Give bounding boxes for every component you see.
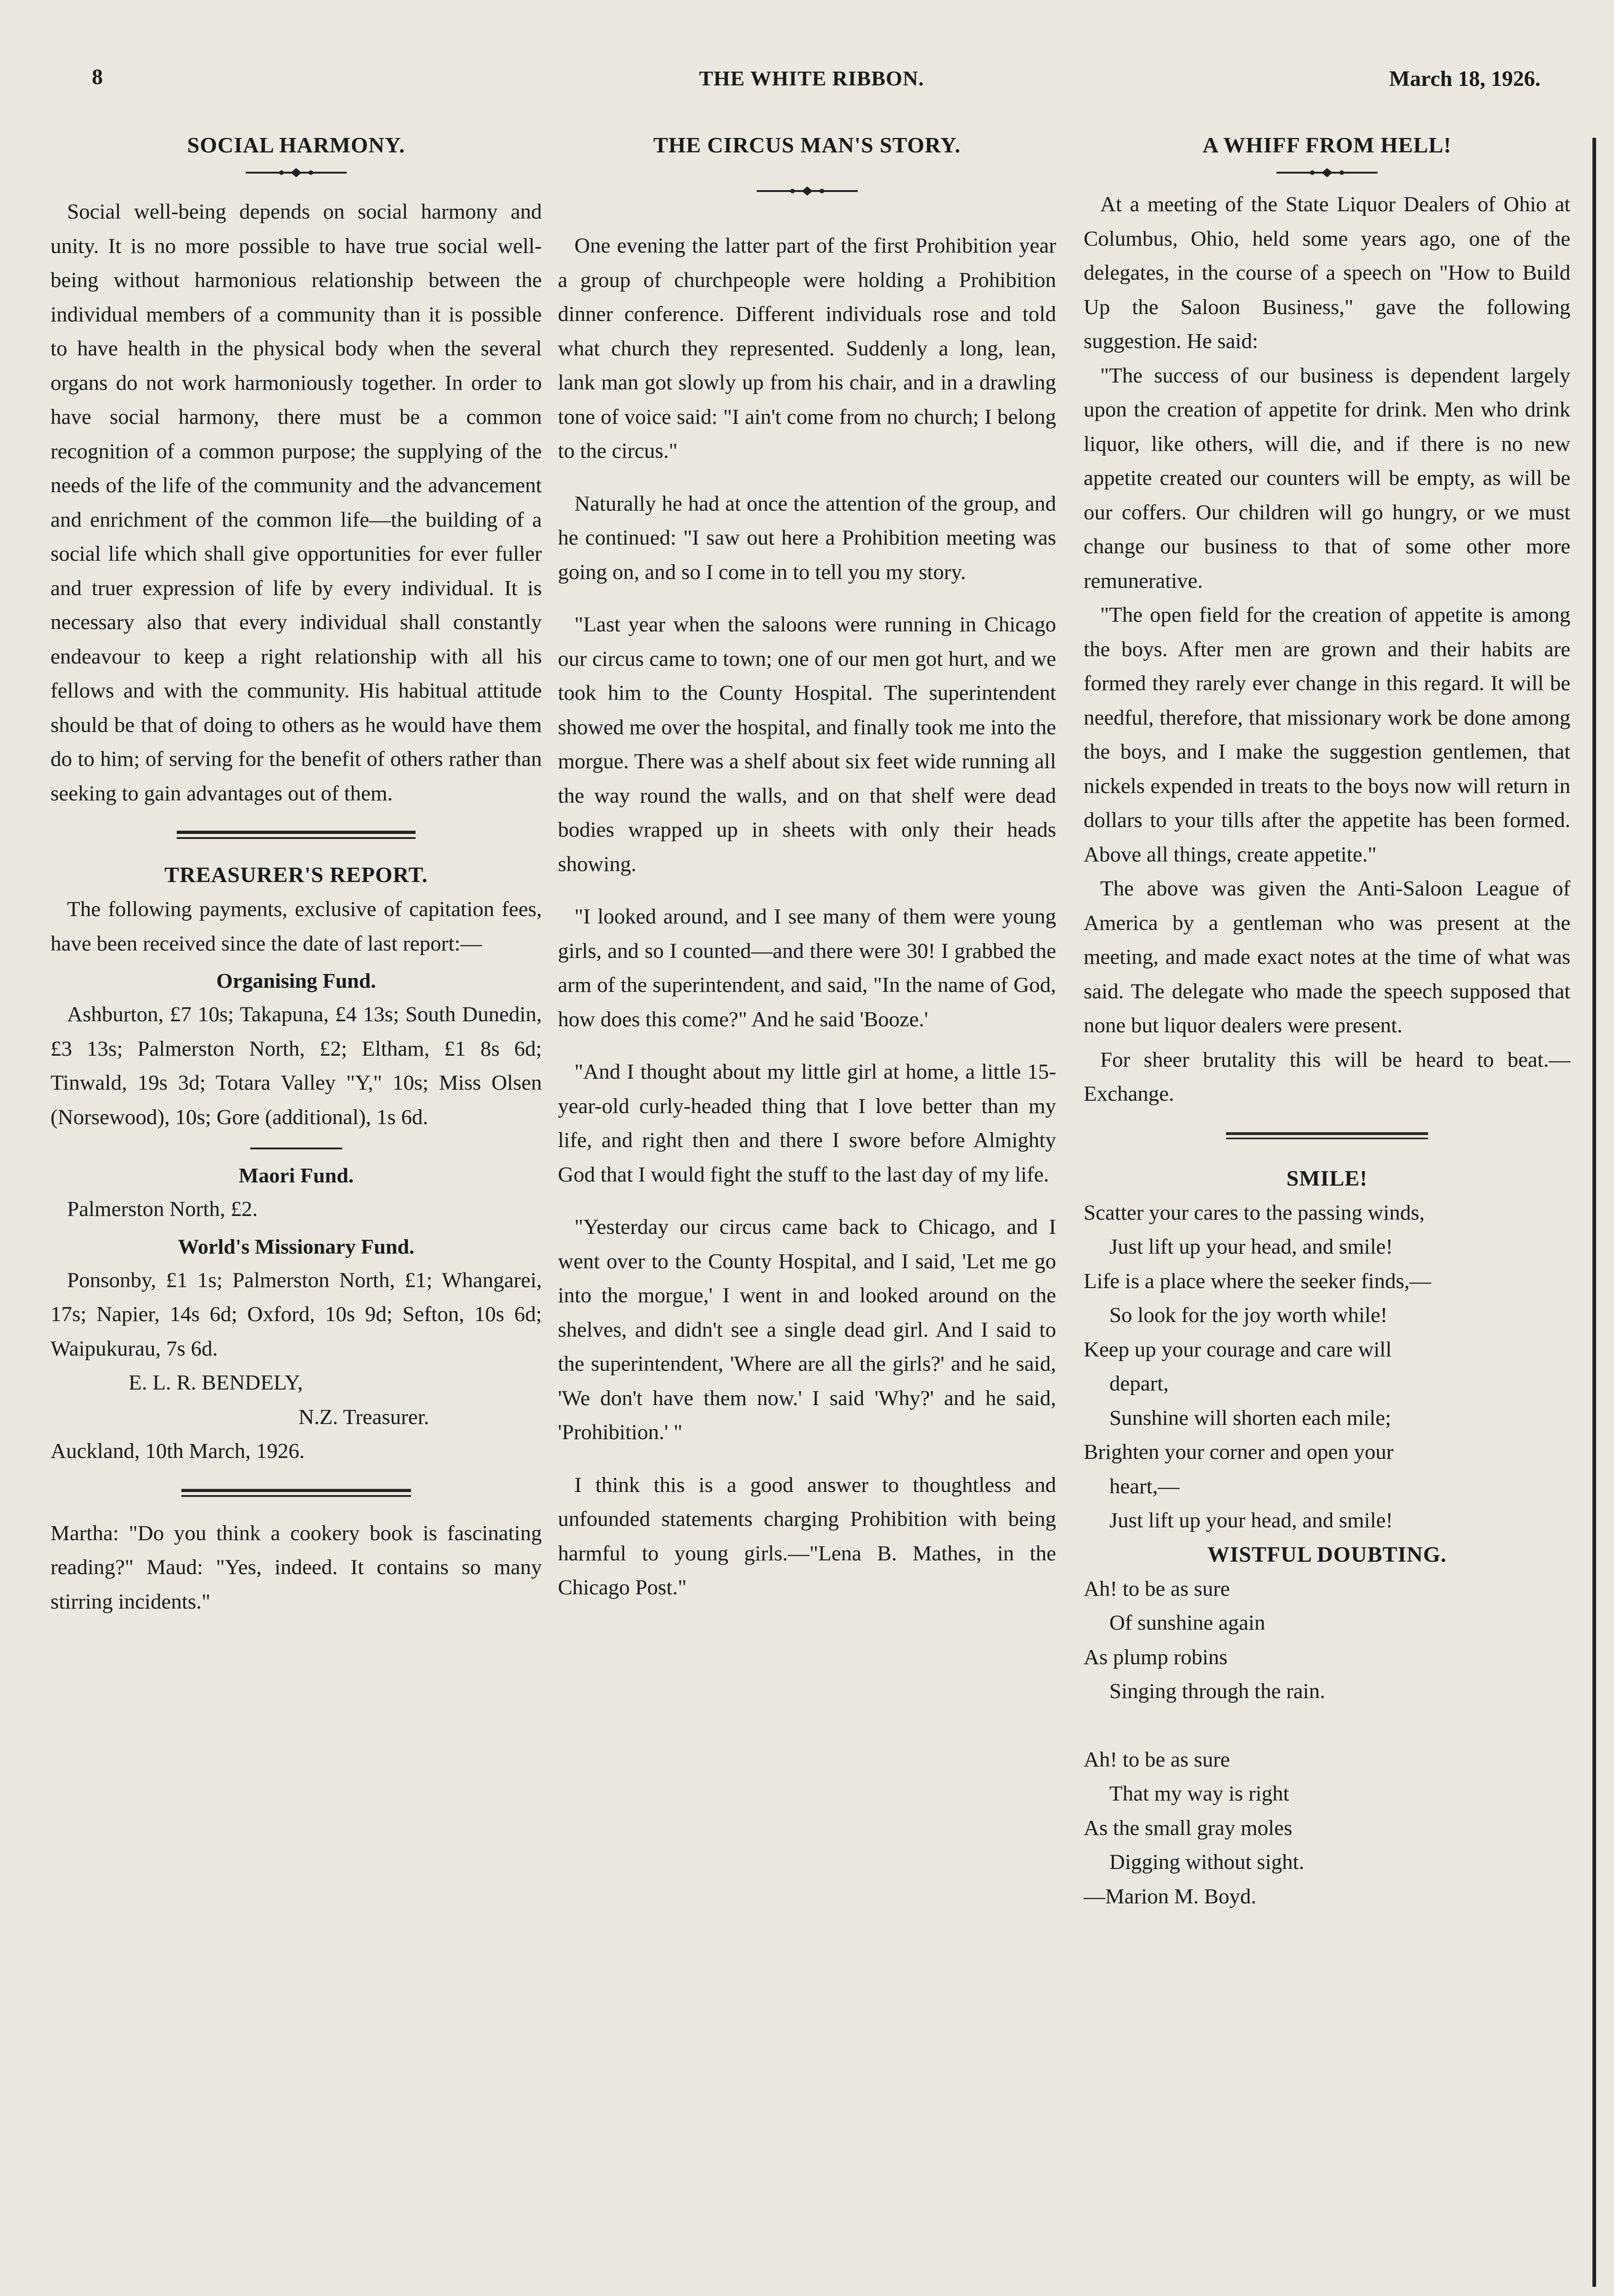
poem-line: Digging without sight. xyxy=(1109,1850,1305,1874)
poem-line: Just lift up your head, and smile! xyxy=(1109,1508,1393,1532)
poem-line: So look for the joy worth while! xyxy=(1109,1303,1388,1327)
poem-author: —Marion M. Boyd. xyxy=(1084,1884,1256,1908)
short-rule xyxy=(250,1146,342,1151)
poem-line: Just lift up your head, and smile! xyxy=(1109,1235,1393,1259)
masthead xyxy=(73,64,1550,101)
fund-title-organising: Organising Fund. xyxy=(216,969,376,992)
poem-line: Ah! to be as sure xyxy=(1084,1576,1230,1601)
poem-line: Scatter your cares to the passing winds, xyxy=(1084,1200,1425,1225)
poem-line: Life is a place where the seeker finds,— xyxy=(1084,1269,1431,1293)
circus-paragraph: "I looked around, and I see many of them were young girls, and so I counted—and there were 30! I grabbed the arm of the superintendent, and said, "In the name of God, how does this come?" And he said 'Booze.' xyxy=(558,905,1056,1031)
page-number: 8 xyxy=(92,65,103,89)
poem-line: heart,— xyxy=(1109,1474,1180,1498)
article-body-social-harmony: Social well-being depends on social harmony and unity. It is no more possible to have true social well-being without harmonious relationship between the individual members of a community than it is possible to have health in the physical body when the several organs do not work harmoniously together. In order to have social harmony, there must be a common recognition of a common purpose; the supplying of the needs of the life of the community and the advancement and enrichment of the common life—the building of a social life which shall give opportunities for ever fuller and truer expression of life by every individual. It is necessary also that every individual shall constantly endeavour to keep a right relationship with all his fellows and with the community. His habitual attitude should be that of doing to others as he would have them do to him; of serving for the benefit of others rather than seeking to gain advantages out of them. xyxy=(51,200,542,805)
column-left xyxy=(51,129,542,1637)
circus-paragraph: One evening the latter part of the first Prohibition year a group of churchpeople were holding a Prohibition dinner conference. Different individuals rose and told what church they represented. Suddenly a long, lean, lank man got slowly up from his chair, and in a drawling tone of voice said: "I ain't come from no church; I belong to the circus." xyxy=(558,234,1056,463)
whiff-paragraph: The above was given the Anti-Saloon League of America by a gentleman who was present at the meeting, and made exact notes at the time of what was said. The delegate who made the speech supposed that none but liquor dealers were present. xyxy=(1084,877,1570,1037)
whiff-paragraph: For sheer brutality this will be heard to beat.—Exchange. xyxy=(1084,1047,1570,1106)
whiff-paragraph: "The success of our business is dependent largely upon the creation of appetite for drink. Men who drink liquor, like others, will die, and if there is no new appetite created our counters will be empty, as will be our coffers. Our children will go hungry, or we must change our business to that of some other more remunerative. xyxy=(1084,363,1570,593)
poem-line: As the small gray moles xyxy=(1084,1816,1293,1840)
double-rule-divider xyxy=(177,829,416,843)
circus-paragraph: "Yesterday our circus came back to Chicago, and I went over to the County Hospital, and I said, 'Let me go into the morgue,' I went in and looked around on the shelves, and didn't see a single dead girl. And I said to the superintendent, 'Where are all the girls?' and he said, 'We don't have them now.' I said 'Why?' and he said, 'Prohibition.' " xyxy=(558,1215,1056,1444)
double-rule-divider xyxy=(1226,1130,1428,1143)
paper-title: THE WHITE RIBBON. xyxy=(699,67,924,90)
poem-title-wistful-doubting: WISTFUL DOUBTING. xyxy=(1207,1542,1447,1567)
ornament-divider xyxy=(241,167,351,178)
poem-line: Ah! to be as sure xyxy=(1084,1747,1230,1772)
treasurer-signature-role: N.Z. Treasurer. xyxy=(298,1405,429,1429)
poem-line: Singing through the rain. xyxy=(1109,1679,1325,1703)
column-rule xyxy=(1592,138,1596,2287)
whiff-paragraph: "The open field for the creation of appetite is among the boys. After men are grown and their habits are formed they rarely ever change in this regard. It will be needful, therefore, that missionary work be done among the boys, and I make the suggestion gentlemen, that nickels expended in treats to the boys now will return in dollars to your tills after the appetite has been formed. Above all things, create appetite." xyxy=(1084,603,1570,867)
article-body-joke: Martha: "Do you think a cookery book is fascinating reading?" Maud: "Yes, indeed. It contains so many stirring incidents." xyxy=(51,1521,542,1614)
whiff-paragraph: At a meeting of the State Liquor Dealers of Ohio at Columbus, Ohio, held some years ago, one of the delegates, in the course of a speech on "How to Build Up the Saloon Business," gave the following suggestion. He said: xyxy=(1084,192,1570,353)
article-title-social-harmony: SOCIAL HARMONY. xyxy=(187,133,405,158)
circus-paragraph: "Last year when the saloons were running in Chicago our circus came to town; one of our men got hurt, and we took him to the County Hospital. The superintendent showed me over the hospital, and finally took me into the morgue. There was a shelf about six feet wide running all the way round the walls, and on that shelf were dead bodies wrapped up in sheets with only their heads showing. xyxy=(558,613,1056,876)
poem-line: Brighten your corner and open your xyxy=(1084,1440,1394,1464)
column-right xyxy=(1084,129,1570,1913)
poem-line: Sunshine will shorten each mile; xyxy=(1109,1406,1391,1430)
poem-title-smile: SMILE! xyxy=(1286,1166,1368,1191)
circus-paragraph: I think this is a good answer to thoughtless and unfounded statements charging Prohibition with being harmful to young girls.—"Lena B. Mathes, in the Chicago Post." xyxy=(558,1473,1056,1599)
column-middle xyxy=(558,129,1056,1623)
circus-paragraph: "And I thought about my little girl at home, a little 15-year-old curly-headed thing that I love better than my life, and right then and there I swore before Almighty God that I would fight the stuff to the last day of my life. xyxy=(558,1060,1056,1187)
article-title-circus-man: THE CIRCUS MAN'S STORY. xyxy=(653,133,961,158)
ornament-divider xyxy=(752,186,862,197)
circus-paragraph: Naturally he had at once the attention of the group, and he continued: "I saw out here a Prohibition meeting was going on, and so I come in to tell you my story. xyxy=(558,491,1056,584)
fund-body-organising: Ashburton, £7 10s; Takapuna, £4 13s; South Dunedin, £3 13s; Palmerston North, £2; Eltham, £1 8s 6d; Tinwald, 19s 3d; Totara Valley "Y," 10s; Miss Olsen (Norsewood), 10s; Gore (additional), 1s 6d. xyxy=(51,1002,542,1129)
fund-body-maori: Palmerston North, £2. xyxy=(67,1197,258,1221)
double-rule-divider xyxy=(181,1487,411,1501)
article-title-whiff-from-hell: A WHIFF FROM HELL! xyxy=(1202,133,1451,158)
poem-line: Of sunshine again xyxy=(1109,1611,1265,1635)
article-title-treasurers-report: TREASURER'S REPORT. xyxy=(164,863,428,887)
fund-title-missionary: World's Missionary Fund. xyxy=(178,1234,415,1258)
treasurer-signature-name: E. L. R. BENDELY, xyxy=(129,1371,303,1395)
issue-date: March 18, 1926. xyxy=(1389,67,1541,91)
poem-line: As plump robins xyxy=(1084,1645,1228,1669)
treasurer-intro: The following payments, exclusive of capitation fees, have been received since the date of last report:— xyxy=(51,897,542,956)
treasurer-signature-place: Auckland, 10th March, 1926. xyxy=(51,1439,305,1463)
fund-body-missionary: Ponsonby, £1 1s; Palmerston North, £1; Whangarei, 17s; Napier, 14s 6d; Oxford, 10s 9d; Sefton, 10s 6d; Waipukurau, 7s 6d. xyxy=(51,1268,542,1361)
poem-line: That my way is right xyxy=(1109,1782,1289,1806)
poem-line: Keep up your courage and care will xyxy=(1084,1337,1392,1362)
fund-title-maori: Maori Fund. xyxy=(238,1164,354,1187)
ornament-divider xyxy=(1272,167,1382,178)
poem-line: depart, xyxy=(1109,1372,1169,1396)
